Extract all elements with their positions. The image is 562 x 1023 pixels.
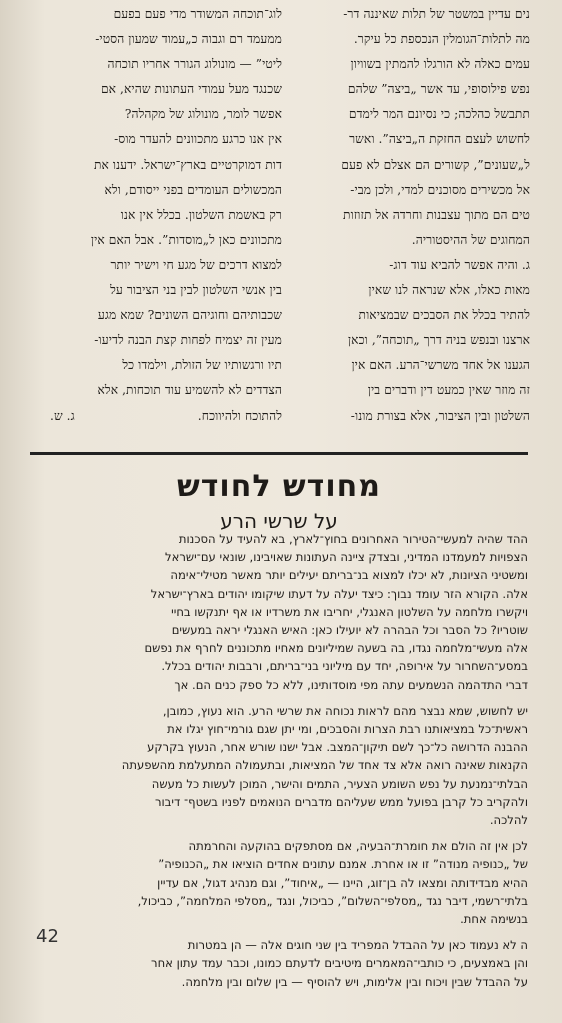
text-line: ההד שהיה למעשי־הטירור האחרונים בחוץ־לארץ, בא להעיד על הסכנות (178, 532, 528, 546)
text-line-last: להתוכח ולהיווכח. (197, 408, 282, 423)
text-line: הגענו אל אחד משרשי־הרע. האם אין (351, 358, 530, 373)
text-line: דות דמוקרטיים בארץ־ישראל. ידענו את (93, 157, 282, 172)
text-line: להתיר בכלל את הסבכים שבמציאות (358, 308, 530, 323)
text-line: לחשוש לעצם החזקת ה„ביצה”. ואשר (349, 132, 530, 147)
right-column (298, 2, 530, 429)
text-line: להלכה. (489, 813, 528, 828)
section-divider (30, 452, 528, 455)
text-line: ההבנה הדרושה כל־כך לשם תיקון־המצב. אבל ישנו שורש אחר, הנעוץ בקרקע (147, 740, 528, 755)
text-line: על ההבדל שבין ויכוח ובין אלימות, ויש להוסיף — בין שלום ובין מלחמה. (181, 974, 528, 989)
article-paragraph (40, 530, 528, 694)
text-line: בלתי־רשמי, דיבר נגד „מסלפי־השלום”, כביכול, ונגד „מסלפי המלחמה”, כביכול, (137, 893, 528, 908)
text-line: עמים כאלה לא הורגלו להמתין בשוויון (350, 57, 530, 72)
text-line: רק באשמת השלטון. בכלל אין אנו (120, 207, 282, 222)
text-line: מעין זה יצמיח לפחות קצת הבנה לדיעו- (94, 333, 282, 348)
text-line: לוג־תוכחה המשודר מדי פעם בפעם (113, 7, 282, 21)
text-line: נים עדיין במשטר של תלות שאיננה דר- (343, 7, 530, 21)
text-line: מה לתלות־הגומלין הנכספת כל עיקר. (353, 32, 530, 47)
text-line: המכשולים העומדים בפני ייסודם, ולא (104, 182, 282, 197)
text-line: הצפויות למעמדנו המדיני, ובצדק ציינה העתונות שאויבינו, שונאי עם־ישראל (164, 550, 528, 565)
text-line: ויקשרו מלחמה על השלטון האנגלי, יחריבו את משרדיו או אף יתנקשו בחיי (171, 604, 528, 619)
text-line: ראשית־כל במציאותנו רבת הצרות והסבכים, ומי יתן שגם גורמי־חוץ יגלו את (167, 722, 528, 737)
text-line: המחוגים של ההיסטוריה. (411, 232, 530, 247)
text-line: דברי התדהמה הנשמעים עתה מפי מוסדותינו, ללא כל ספק כנים הם. אך (174, 677, 528, 692)
text-line: למצוא דרכים של מגע חי וישיר יותר (110, 257, 282, 272)
text-line: ארצנו ובנפש בניה דרך „תוכחה”, וכאן (347, 333, 530, 348)
text-line: ממעמד רם וגבוה כ„עמוד שמעון הסטי- (95, 32, 282, 47)
text-line: בנשימה אחת. (460, 912, 528, 927)
text-line: אפשר לומר, מונולוג של מקהלה? (124, 107, 282, 122)
text-line: מתכוונים כאן ל„מוסדות”. אבל האם אין (90, 232, 282, 247)
page-number: 42 (36, 926, 59, 947)
text-line: אל מכשירים מסוכנים למדי, ולכן מבי- (350, 182, 530, 197)
text-line: והן באמצעים, כי כותבי־המאמרים מיטיבים לדעתם כמונו, וכבר עמד עתון אחר (151, 956, 528, 971)
text-line: ליטי” — מונולוג הגורר אחריו תוכחה (107, 57, 282, 72)
text-line: ה לא נעמוד כאן על ההבדל המפריד בין שני חוגים אלה — הן במטרות (187, 938, 528, 953)
left-column (50, 2, 282, 429)
text-line: אין אנו כרגע מתכוונים להעדר מוס- (114, 132, 282, 147)
text-line: זה מוזר שאין כמעט דין ודברים בין (367, 383, 530, 398)
text-line: ג. והיה אפשר להביא עוד דוג- (389, 257, 530, 272)
article-paragraph (40, 837, 528, 928)
text-line: ומשטיני הציונות, לא יכלו למצוא בנ־בריתם יעילים יותר מאשר מטילי־אימה (170, 568, 528, 583)
section-title: מחודש לחודש (177, 469, 381, 504)
text-line: מאות כאלו, אלא שנראה לנו שאין (368, 283, 530, 298)
text-line: תיו ורגשותיו של הזולת, וילמדו כל (122, 358, 282, 373)
text-line: נפש פילוסופי, עד אשר „ביצה” שלהם (347, 82, 530, 97)
text-line: שכבותיהם וחוגיהם השונים? שמא מגע (97, 308, 282, 323)
text-line: טים הם מתוך עצבנות וחרדה אל תזוזות (343, 207, 530, 222)
section-header (30, 468, 528, 534)
paragraph-gap (40, 829, 528, 837)
author-signature: ג. ש. (50, 408, 75, 423)
text-line: בין אנשי השלטון לבין בני הציבור על (110, 283, 282, 298)
article-paragraph (40, 702, 528, 829)
text-line: תתבשל כהלכה; כי נסיונם המר לימדם (348, 107, 530, 122)
article-paragraph (40, 936, 528, 991)
text-line: לכן אין זה הולם את חומרת־הבעיה, אם מסתפקים בהוקעה והחרמתה (188, 839, 528, 854)
text-line: הצדדים לא להשמיע עוד תוכחות, אלא (97, 383, 282, 398)
text-line (50, 404, 282, 429)
text-line: ל„שעונים”, קשורים הם אצלם לא פעם (341, 157, 530, 172)
paragraph-gap (40, 928, 528, 936)
text-line: השלטון ובין הציבור, אלא בצורת מונו- (350, 408, 530, 423)
text-line: הקנאות שאינה רואה אלא צד אחד של המציאות, ובתעמולה המתעלמת מהשפעתה (121, 758, 528, 773)
text-line: שוטריו? כל הסבר וכל הבהרה לא יועילו כאן: האיש האנגלי יראה במעשים (171, 623, 528, 638)
article-subtitle: על שרשי הרע (220, 509, 338, 533)
article-body (40, 530, 528, 991)
text-line: אלה. הקורא הזר עומד נבוך: כיצד יעלה על דעתו שיקומו יהודים בארץ־ישראל (150, 586, 528, 601)
text-line: ולהקריב כל קרבן בפועל ממש שעליהם מדברים הנואמים לפניו בשטף־ דיבור (154, 794, 528, 809)
text-line: הבלתי־נמנעת על נפש השומע הצעיר, התמים והישר, המוכן לעשות כל מעשה (151, 776, 528, 791)
text-line: של „כנופיה מנודה” זו או אחרת. אמנם עתונים אחדים הוציאו את „הכנופיה” (158, 857, 528, 872)
text-line: יש לחשוש, שמא נבצר מהם לראות נכוחה את שרשי הרע. הוא נעוץ, כמובן, (162, 703, 528, 718)
paragraph-gap (40, 694, 528, 702)
top-section (50, 2, 530, 442)
text-line: במסע־השחרור על אירופה, יחד עם מיליוני בני־בריתם, ורבבות יהודים בכלל. (161, 659, 528, 674)
text-line: אלה מעשי־מלחמה נגדו, בה בשעה שמיליונים מאחיו מתכוננים לחרף את נפשם (144, 641, 528, 656)
text-line: שכנגד מעל עמודי העתונות שהיא, אם (100, 82, 282, 97)
text-line: ההיא מבדידותה ומצאו לה בן־זוג, היינו — „איחוד”, וגם מנהיג דגול, אם עדיין (157, 875, 528, 890)
